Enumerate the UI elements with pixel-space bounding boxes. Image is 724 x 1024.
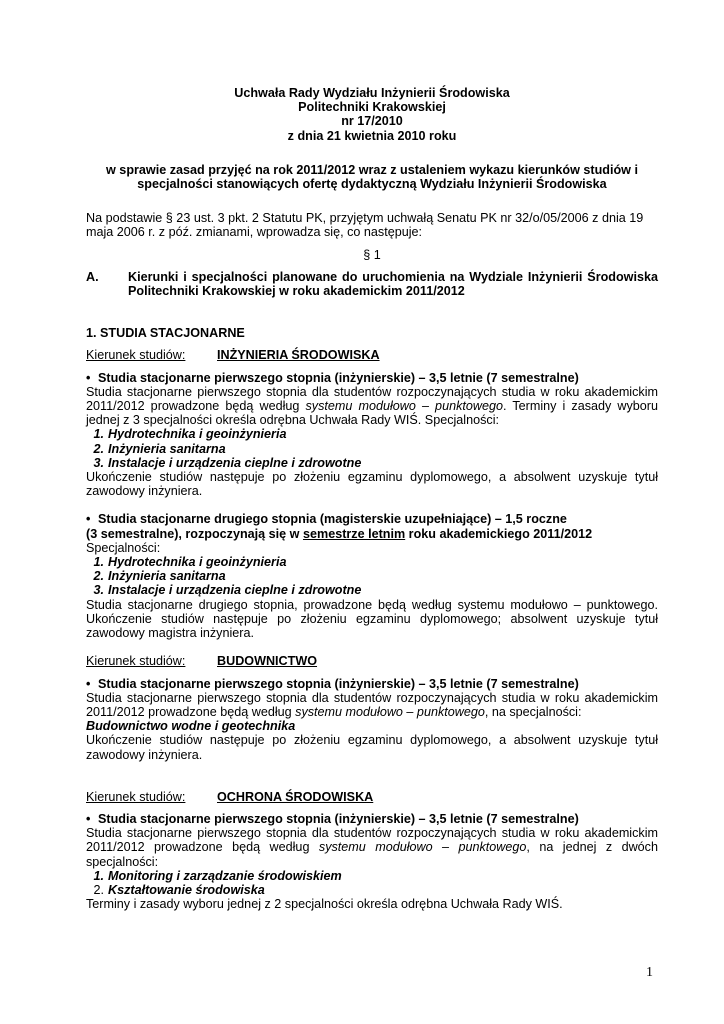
- study-title: • Studia stacjonarne pierwszego stopnia (inżynierskie) – 3,5 letnie (7 semestralne): [86, 811, 579, 826]
- list-item: 1. Hydrotechnika i geoinżynieria: [93, 555, 287, 570]
- resolution-subject: [86, 163, 658, 191]
- study-title: • Studia stacjonarne pierwszego stopnia (inżynierskie) – 3,5 letnie (7 semestralne): [86, 676, 579, 691]
- completion-text: Ukończenie studiów następuje po złożeniu egzaminu dyplomowego, a absolwent uzyskuje tytuł zawodowy inżyniera.: [86, 470, 658, 499]
- list-item: 3. Instalacje i urządzenia cieplne i zdrowotne: [93, 583, 362, 598]
- footer-text: Terminy i zasady wyboru jednej z 2 specjalności określa odrębna Uchwała Rady WIŚ.: [86, 897, 563, 912]
- section-a-letter: A.: [86, 269, 99, 284]
- specialization-list: [86, 869, 658, 897]
- kierunek-label: Kierunek studiów:: [86, 348, 186, 363]
- header-line-3: nr 17/2010: [341, 114, 403, 129]
- kierunek-name: INŻYNIERIA ŚRODOWISKA: [217, 348, 380, 363]
- kierunek-name: OCHRONA ŚRODOWISKA: [217, 789, 374, 804]
- study-description: Studia stacjonarne drugiego stopnia, prowadzone będą według systemu modułowo – punktowego. Ukończenie studiów następuje po złożeniu egzaminu dyplomowego; absolwent uzyskuje tytuł zawodowy magistra inżyniera.: [86, 597, 658, 641]
- resolution-header: [86, 86, 658, 143]
- study-title-continuation: (3 semestralne), rozpoczynają się w semestrze letnim roku akademickiego 2011/2012: [86, 526, 593, 541]
- kierunek-label: Kierunek studiów:: [86, 654, 186, 669]
- kierunek-name: BUDOWNICTWO: [217, 654, 318, 669]
- study-description: Studia stacjonarne pierwszego stopnia dla studentów rozpoczynających studia w roku akademickim 2011/2012 prowadzone będą według systemu modułowo – punktowego, na specjalności:: [86, 690, 658, 719]
- header-line-2: Politechniki Krakowskiej: [298, 100, 446, 115]
- document-page: [86, 86, 658, 911]
- list-item: 1. Monitoring i zarządzanie środowiskiem: [93, 868, 342, 883]
- completion-text: Ukończenie studiów następuje po złożeniu egzaminu dyplomowego, a absolwent uzyskuje tytuł zawodowy inżyniera.: [86, 733, 658, 762]
- header-line-4: z dnia 21 kwietnia 2010 roku: [287, 128, 457, 143]
- studies-heading: 1. STUDIA STACJONARNE: [86, 326, 245, 341]
- kierunek-heading: [86, 654, 658, 668]
- list-item: 2. Kształtowanie środowiska: [93, 882, 265, 897]
- kierunek-heading: [86, 790, 658, 804]
- kierunek-heading: [86, 348, 658, 362]
- list-item: 1. Hydrotechnika i geoinżynieria: [93, 427, 287, 442]
- list-item: 2. Inżynieria sanitarna: [93, 569, 226, 584]
- specializations-label: Specjalności:: [86, 540, 161, 555]
- specialization: Budownictwo wodne i geotechnika: [86, 719, 296, 734]
- bullet-icon: •: [86, 811, 91, 826]
- bullet-icon: •: [86, 676, 91, 691]
- list-item: 3. Instalacje i urządzenia cieplne i zdrowotne: [93, 455, 362, 470]
- page-number: 1: [646, 965, 653, 980]
- preamble: Na podstawie § 23 ust. 3 pkt. 2 Statutu PK, przyjętym uchwałą Senatu PK nr 32/o/05/2006 z dnia 19 maja 2006 r. z póź. zmianami, wprowadza się, co następuje:: [86, 211, 644, 240]
- specialization-list: [86, 427, 658, 470]
- bullet-icon: •: [86, 370, 91, 385]
- study-description: Studia stacjonarne pierwszego stopnia dla studentów rozpoczynających studia w roku akademickim 2011/2012 prowadzone będą według systemu modułowo – punktowego. Terminy i zasady wyboru jednej z 3 specjalności określa odrębna Uchwała Rady WIŚ. Specjalności:: [86, 384, 658, 428]
- bullet-icon: •: [86, 512, 91, 527]
- section-a-text: Kierunki i specjalności planowane do uruchomienia na Wydziale Inżynierii Środowiska Politechniki Krakowskiej w roku akademickim 2011/2012: [128, 269, 658, 299]
- study-title: • Studia stacjonarne drugiego stopnia (magisterskie uzupełniające) – 1,5 roczne: [86, 512, 567, 527]
- subject-line-1: w sprawie zasad przyjęć na rok 2011/2012 wraz z ustaleniem wykazu kierunków studiów i: [106, 162, 638, 177]
- paragraph-mark: § 1: [363, 247, 381, 262]
- specialization-list: [86, 555, 658, 598]
- header-line-1: Uchwała Rady Wydziału Inżynierii Środowiska: [234, 86, 510, 100]
- subject-line-2: specjalności stanowiących ofertę dydaktyczną Wydziału Inżynierii Środowiska: [137, 177, 607, 192]
- study-title: • Studia stacjonarne pierwszego stopnia (inżynierskie) – 3,5 letnie (7 semestralne): [86, 370, 579, 385]
- section-a: [86, 270, 658, 298]
- list-item: 2. Inżynieria sanitarna: [93, 441, 226, 456]
- study-description: Studia stacjonarne pierwszego stopnia dla studentów rozpoczynających studia w roku akademickim 2011/2012 prowadzone będą według systemu modułowo – punktowego, na jednej z dwóch specjalności:: [86, 826, 658, 869]
- kierunek-label: Kierunek studiów:: [86, 789, 186, 804]
